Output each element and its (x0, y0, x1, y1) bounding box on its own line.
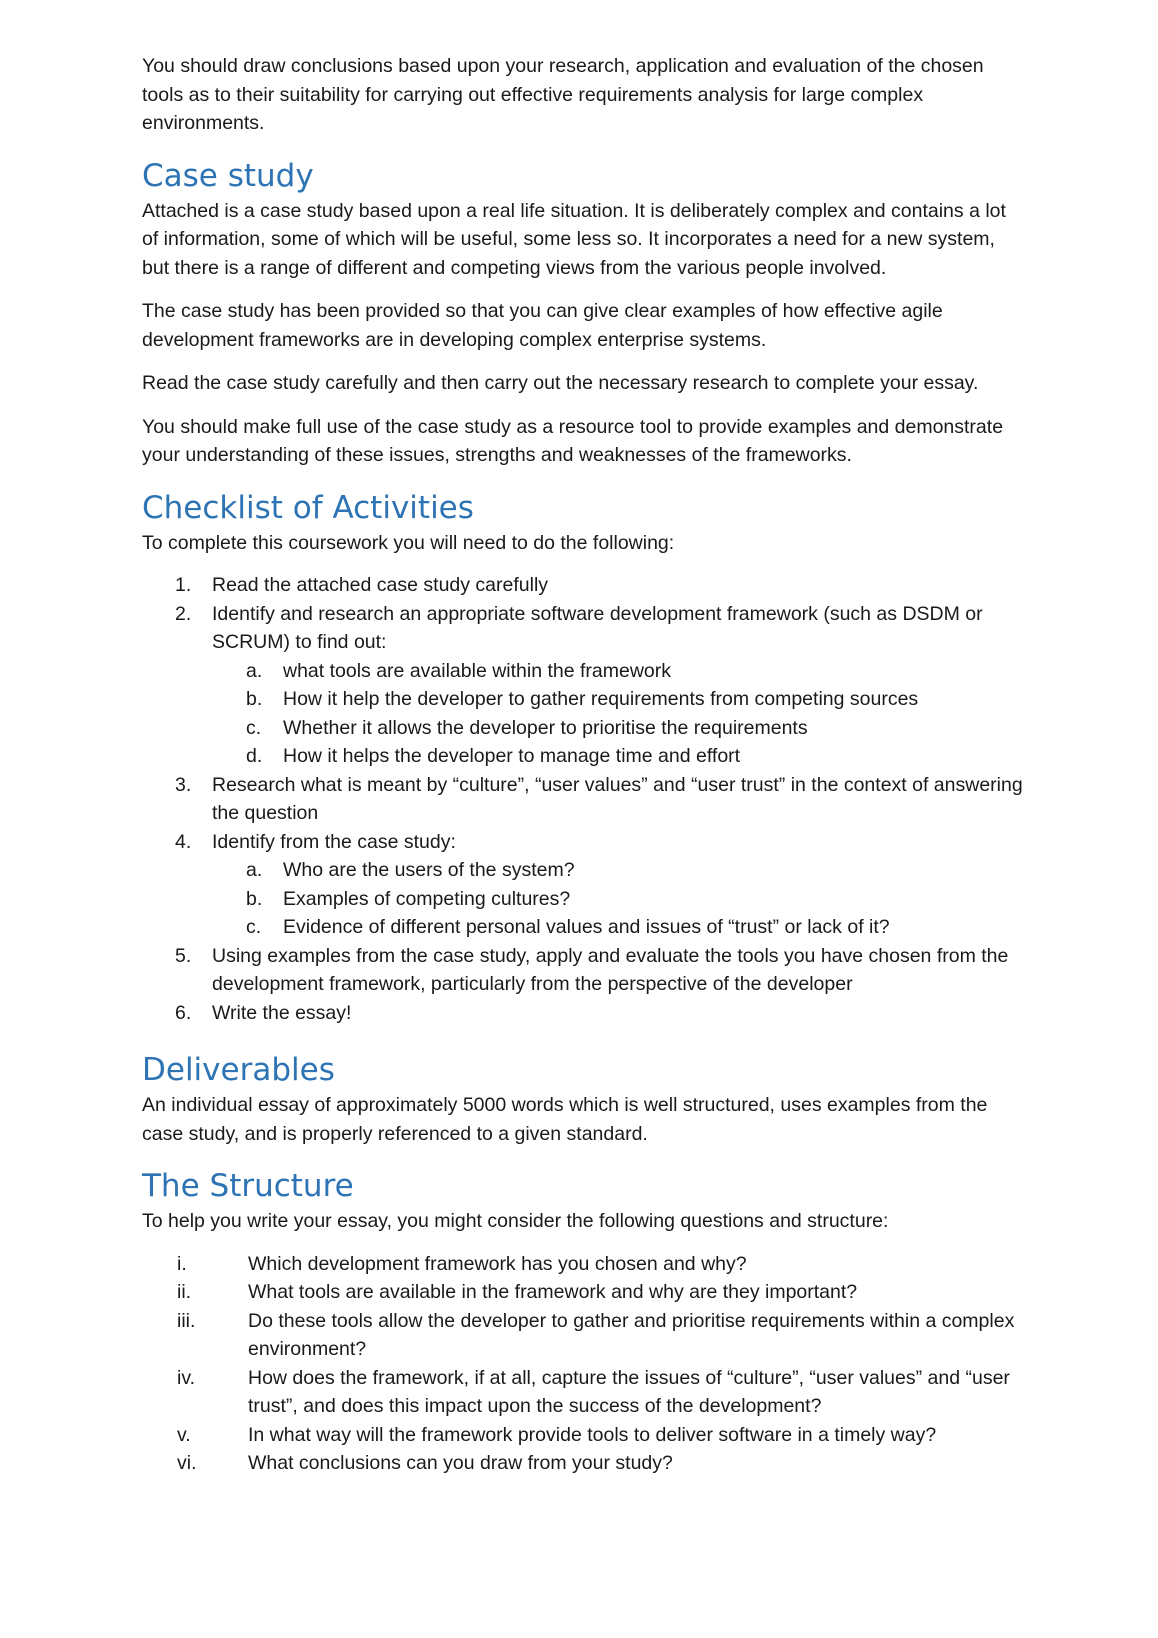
case-study-heading: Case study (142, 157, 314, 194)
list-letter: b. (246, 887, 263, 910)
list-numeral: v. (177, 1423, 191, 1446)
list-item (142, 999, 1027, 1028)
list-number: 2. (175, 602, 192, 625)
list-item (142, 657, 1027, 686)
checklist-intro: To complete this coursework you will need to do the following: (142, 531, 675, 554)
list-item (142, 913, 1027, 942)
list-numeral: i. (177, 1252, 187, 1275)
list-numeral: ii. (177, 1281, 192, 1303)
list-number: 6. (175, 1001, 192, 1024)
list-text: Write the essay! (212, 1001, 352, 1024)
checklist-list (142, 571, 1027, 657)
case-study-paragraph-3: Read the case study carefully and then carry out the necessary research to complete your essay. (142, 372, 979, 394)
list-text: How it help the developer to gather requirements from competing sources (283, 688, 919, 710)
list-text: Research what is meant by “culture”, “user values” and “user trust” in the context of answering the question (212, 773, 1023, 824)
list-item (142, 1364, 1027, 1421)
list-item (142, 771, 1027, 828)
case-study-paragraph-4: You should make full use of the case study as a resource tool to provide examples and demonstrate your understanding of these issues, strengths and weaknesses of the frameworks. (142, 415, 1004, 466)
list-item (142, 942, 1027, 999)
checklist-heading: Checklist of Activities (142, 489, 474, 526)
list-item (142, 1421, 1027, 1450)
list-item (142, 714, 1027, 743)
list-letter: a. (246, 659, 263, 682)
list-letter: c. (246, 916, 262, 938)
case-study-paragraph-2: The case study has been provided so that you can give clear examples of how effective agile development frameworks are in developing complex enterprise systems. (142, 300, 943, 351)
list-text: How it helps the developer to manage time and effort (283, 745, 741, 767)
deliverables-heading: Deliverables (142, 1052, 335, 1088)
list-text: Identify from the case study: (212, 830, 456, 853)
checklist-list-end (142, 942, 1027, 1028)
checklist-list-cont (142, 771, 1027, 857)
list-text: What conclusions can you draw from your study? (248, 1452, 673, 1474)
structure-intro: To help you write your essay, you might consider the following questions and structure: (142, 1210, 889, 1232)
list-text: Identify and research an appropriate software development framework (such as DSDM or SCRUM) to find out: (212, 602, 983, 653)
list-text: How does the framework, if at all, capture the issues of “culture”, “user values” and “user trust”, and does this impact upon the success of the development? (248, 1366, 1010, 1417)
list-text: what tools are available within the framework (283, 659, 672, 682)
list-numeral: iii. (177, 1309, 196, 1332)
list-number: 4. (175, 830, 192, 853)
list-text: Evidence of different personal values and issues of “trust” or lack of it? (283, 916, 890, 938)
intro-paragraph: You should draw conclusions based upon your research, application and evaluation of the chosen tools as to their suitability for carrying out effective requirements analysis for large complex environments. (142, 55, 984, 134)
list-letter: d. (246, 745, 263, 767)
list-text: Using examples from the case study, apply and evaluate the tools you have chosen from the development framework, particularly from the perspective of the developer (212, 944, 1009, 995)
checklist-sublist-2 (142, 657, 1027, 771)
list-item (142, 1250, 1027, 1279)
list-item (142, 571, 1027, 600)
document-page (142, 52, 1027, 1478)
case-study-paragraph-1: Attached is a case study based upon a real life situation. It is deliberately complex and contains a lot of information, some of which will be useful, some less so. It incorporates a need for a new system, but there is a range of different and competing views from the various people involved. (142, 199, 1006, 279)
list-letter: c. (246, 716, 262, 739)
structure-list (142, 1250, 1027, 1478)
list-item (142, 1307, 1027, 1364)
list-number: 1. (175, 574, 192, 596)
list-text: Examples of competing cultures? (283, 887, 571, 910)
list-number: 3. (175, 773, 192, 796)
list-item (142, 600, 1027, 657)
deliverables-paragraph: An individual essay of approximately 5000 words which is well structured, uses examples from the case study, and is properly referenced to a given standard. (142, 1094, 988, 1145)
list-text: In what way will the framework provide tools to deliver software in a timely way? (248, 1423, 937, 1446)
list-item (142, 685, 1027, 714)
list-item (142, 1449, 1027, 1478)
list-item (142, 742, 1027, 771)
list-numeral: vi. (177, 1452, 197, 1474)
list-text: Which development framework has you chosen and why? (248, 1252, 747, 1275)
list-text: Read the attached case study carefully (212, 574, 549, 596)
list-text: Do these tools allow the developer to gather and prioritise requirements within a complex environment? (248, 1309, 1015, 1360)
list-letter: b. (246, 688, 263, 710)
checklist-sublist-4 (142, 856, 1027, 942)
list-item (142, 885, 1027, 914)
list-numeral: iv. (177, 1366, 196, 1389)
structure-heading: The Structure (142, 1168, 354, 1204)
list-text: What tools are available in the framework and why are they important? (248, 1281, 858, 1303)
list-item (142, 828, 1027, 857)
list-text: Who are the users of the system? (283, 859, 575, 881)
list-item (142, 1278, 1027, 1307)
list-item (142, 856, 1027, 885)
list-text: Whether it allows the developer to prioritise the requirements (283, 716, 808, 739)
list-number: 5. (175, 944, 192, 967)
list-letter: a. (246, 859, 263, 881)
